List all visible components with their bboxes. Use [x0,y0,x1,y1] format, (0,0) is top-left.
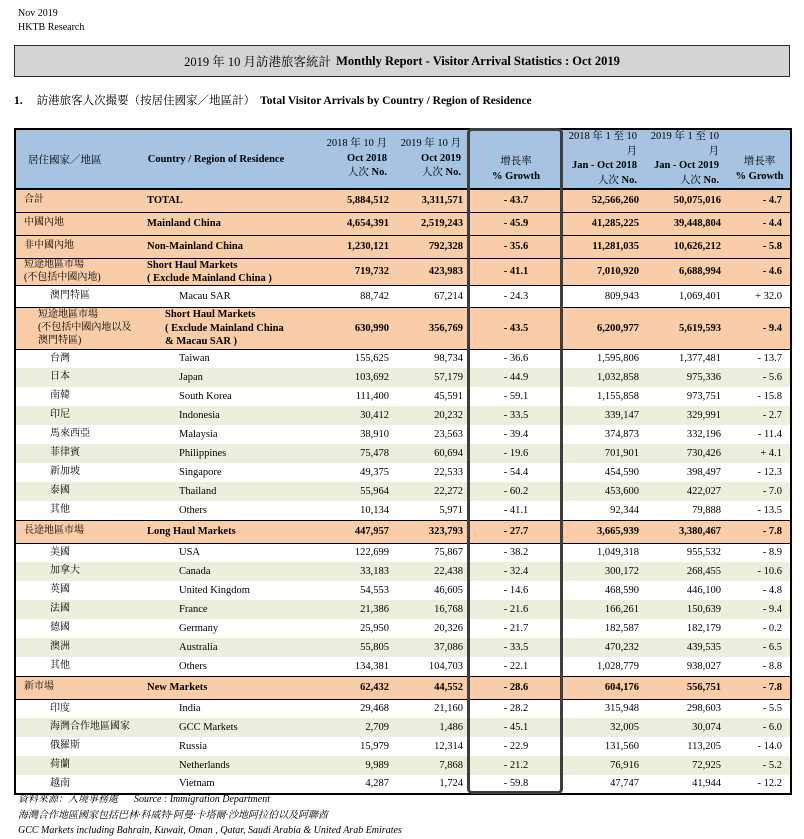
table-row [15,212,791,235]
col-header-jan-oct-2019: 2019 年 1 至 10 月 Jan - Oct 2019 人次 No. [647,129,729,189]
visitor-arrivals-table [14,128,792,795]
growth-oct-value: - 22.9 [471,737,561,756]
oct-2018-value: 33,183 [291,562,397,581]
oct-2019-value: 792,328 [397,235,471,258]
region-en: USA [141,543,291,562]
oct-2019-value: 22,438 [397,562,471,581]
oct-2019-value: 1,486 [397,718,471,737]
growth-oct-value: - 28.6 [471,676,561,699]
growth-oct-value: - 21.7 [471,619,561,638]
growth-ytd-value: + 32.0 [729,286,791,308]
visitor-arrivals-table-wrap [14,128,790,795]
growth-ytd-value: - 13.5 [729,501,791,520]
growth-oct-value: - 36.6 [471,349,561,368]
region-en: Malaysia [141,425,291,444]
region-zh: 日本 [15,368,141,387]
region-en: Short Haul Markets ( Exclude Mainland China & Macau SAR ) [141,308,291,349]
oct-2019-value: 20,326 [397,619,471,638]
region-zh: 菲律賓 [15,444,141,463]
region-zh: 新加坡 [15,463,141,482]
oct-2019-value: 21,160 [397,699,471,718]
growth-oct-value: - 41.1 [471,501,561,520]
jan-oct-2018-value: 47,747 [561,775,647,794]
region-zh: 短途地區市場 (不包括中國內地) [15,258,141,286]
oct-2018-value: 62,432 [291,676,397,699]
region-en: Short Haul Markets ( Exclude Mainland China ) [141,258,291,286]
region-en: Russia [141,737,291,756]
oct-2019-value: 75,867 [397,543,471,562]
oct-2018-value: 29,468 [291,699,397,718]
jan-oct-2018-value: 809,943 [561,286,647,308]
growth-ytd-value: + 4.1 [729,444,791,463]
oct-2018-value: 25,950 [291,619,397,638]
jan-oct-2019-value: 72,925 [647,756,729,775]
jan-oct-2018-value: 339,147 [561,406,647,425]
region-zh: 海灣合作地區國家 [15,718,141,737]
region-zh: 印度 [15,699,141,718]
table-row [15,258,791,286]
region-zh: 荷蘭 [15,756,141,775]
oct-2018-value: 122,699 [291,543,397,562]
region-en: Macau SAR [141,286,291,308]
growth-oct-value: - 19.6 [471,444,561,463]
region-en: Japan [141,368,291,387]
jan-oct-2018-value: 76,916 [561,756,647,775]
region-zh: 長途地區市場 [15,520,141,543]
oct-2019-value: 1,724 [397,775,471,794]
growth-ytd-value: - 8.8 [729,657,791,676]
growth-ytd-value: - 7.0 [729,482,791,501]
table-row [15,387,791,406]
region-zh: 法國 [15,600,141,619]
table-row [15,676,791,699]
jan-oct-2018-value: 166,261 [561,600,647,619]
region-en: Others [141,657,291,676]
oct-2019-value: 5,971 [397,501,471,520]
table-row [15,699,791,718]
growth-oct-value: - 14.6 [471,581,561,600]
footnotes [18,792,402,839]
report-date: Nov 2019 [18,8,58,19]
growth-oct-value: - 43.5 [471,308,561,349]
region-zh: 加拿大 [15,562,141,581]
table-row [15,463,791,482]
oct-2018-value: 15,979 [291,737,397,756]
jan-oct-2019-value: 975,336 [647,368,729,387]
jan-oct-2019-value: 332,196 [647,425,729,444]
growth-ytd-value: - 12.3 [729,463,791,482]
growth-oct-value: - 43.7 [471,189,561,212]
growth-ytd-value: - 14.0 [729,737,791,756]
jan-oct-2019-value: 6,688,994 [647,258,729,286]
region-zh: 合計 [15,189,141,212]
jan-oct-2019-value: 938,027 [647,657,729,676]
section-title-en: Total Visitor Arrivals by Country / Region of Residence [260,95,532,107]
oct-2019-value: 7,868 [397,756,471,775]
table-body [15,189,791,794]
oct-2018-value: 134,381 [291,657,397,676]
oct-2019-value: 2,519,243 [397,212,471,235]
table-row [15,308,791,349]
jan-oct-2019-value: 439,535 [647,638,729,657]
table-row [15,406,791,425]
oct-2018-value: 155,625 [291,349,397,368]
col-header-region-en: Country / Region of Residence [141,129,291,189]
jan-oct-2019-value: 30,074 [647,718,729,737]
jan-oct-2019-value: 79,888 [647,501,729,520]
oct-2019-value: 356,769 [397,308,471,349]
region-zh: 中國內地 [15,212,141,235]
jan-oct-2018-value: 453,600 [561,482,647,501]
jan-oct-2019-value: 955,532 [647,543,729,562]
growth-oct-value: - 33.5 [471,638,561,657]
growth-ytd-value: - 5.6 [729,368,791,387]
col-header-oct-2019: 2019 年 10 月 Oct 2019 人次 No. [397,129,471,189]
report-title-banner [14,45,790,77]
growth-oct-value: - 33.5 [471,406,561,425]
footnote-gcc-en: GCC Markets including Bahrain, Kuwait, Oman , Qatar, Saudi Arabia & United Arab Emirates [18,825,402,836]
region-en: Long Haul Markets [141,520,291,543]
region-zh: 泰國 [15,482,141,501]
jan-oct-2019-value: 41,944 [647,775,729,794]
oct-2018-value: 10,134 [291,501,397,520]
jan-oct-2019-value: 556,751 [647,676,729,699]
section-number: 1. [14,95,23,107]
region-en: South Korea [141,387,291,406]
growth-oct-value: - 41.1 [471,258,561,286]
col-header-oct-2018: 2018 年 10 月 Oct 2018 人次 No. [291,129,397,189]
region-zh: 俄羅斯 [15,737,141,756]
region-en: GCC Markets [141,718,291,737]
col-header-jan-oct-2018: 2018 年 1 至 10 月 Jan - Oct 2018 人次 No. [561,129,647,189]
region-zh: 澳門特區 [15,286,141,308]
table-row [15,501,791,520]
growth-ytd-value: - 13.7 [729,349,791,368]
oct-2018-value: 49,375 [291,463,397,482]
oct-2018-value: 5,884,512 [291,189,397,212]
jan-oct-2018-value: 315,948 [561,699,647,718]
jan-oct-2019-value: 39,448,804 [647,212,729,235]
growth-ytd-value: - 5.2 [729,756,791,775]
growth-ytd-value: - 7.8 [729,676,791,699]
jan-oct-2018-value: 701,901 [561,444,647,463]
region-zh: 新市場 [15,676,141,699]
jan-oct-2019-value: 10,626,212 [647,235,729,258]
col-header-growth-oct: 增長率 % Growth [471,129,561,189]
growth-oct-value: - 24.3 [471,286,561,308]
jan-oct-2018-value: 41,285,225 [561,212,647,235]
table-row [15,425,791,444]
jan-oct-2018-value: 468,590 [561,581,647,600]
oct-2019-value: 60,694 [397,444,471,463]
section-heading [14,92,532,108]
section-title-zh: 訪港旅客人次撮要（按居住國家／地區計） [36,95,256,107]
banner-title-zh: 2019 年 10 月訪港旅客統計 [184,55,332,69]
table-row [15,349,791,368]
jan-oct-2018-value: 32,005 [561,718,647,737]
oct-2019-value: 104,703 [397,657,471,676]
jan-oct-2018-value: 6,200,977 [561,308,647,349]
jan-oct-2018-value: 1,028,779 [561,657,647,676]
jan-oct-2018-value: 1,049,318 [561,543,647,562]
oct-2019-value: 44,552 [397,676,471,699]
oct-2019-value: 98,734 [397,349,471,368]
table-row [15,235,791,258]
jan-oct-2018-value: 11,281,035 [561,235,647,258]
growth-ytd-value: - 4.4 [729,212,791,235]
oct-2019-value: 3,311,571 [397,189,471,212]
jan-oct-2019-value: 3,380,467 [647,520,729,543]
growth-oct-value: - 38.2 [471,543,561,562]
jan-oct-2019-value: 150,639 [647,600,729,619]
oct-2019-value: 16,768 [397,600,471,619]
oct-2018-value: 2,709 [291,718,397,737]
jan-oct-2018-value: 1,032,858 [561,368,647,387]
jan-oct-2019-value: 730,426 [647,444,729,463]
growth-oct-value: - 45.9 [471,212,561,235]
report-corner-info [18,7,84,35]
jan-oct-2018-value: 92,344 [561,501,647,520]
oct-2018-value: 719,732 [291,258,397,286]
jan-oct-2018-value: 7,010,920 [561,258,647,286]
region-en: TOTAL [141,189,291,212]
table-header [15,129,791,189]
region-en: Germany [141,619,291,638]
growth-ytd-value: - 7.8 [729,520,791,543]
jan-oct-2019-value: 1,069,401 [647,286,729,308]
region-en: Canada [141,562,291,581]
table-row [15,737,791,756]
region-zh: 美國 [15,543,141,562]
growth-oct-value: - 35.6 [471,235,561,258]
growth-oct-value: - 21.6 [471,600,561,619]
growth-ytd-value: - 4.8 [729,581,791,600]
oct-2019-value: 67,214 [397,286,471,308]
growth-oct-value: - 59.1 [471,387,561,406]
oct-2019-value: 23,563 [397,425,471,444]
table-row [15,368,791,387]
region-en: Thailand [141,482,291,501]
banner-title-en: Monthly Report - Visitor Arrival Statistics : Oct 2019 [336,53,620,68]
oct-2018-value: 88,742 [291,286,397,308]
region-zh: 台灣 [15,349,141,368]
growth-oct-value: - 39.4 [471,425,561,444]
jan-oct-2018-value: 374,873 [561,425,647,444]
jan-oct-2018-value: 454,590 [561,463,647,482]
growth-oct-value: - 32.4 [471,562,561,581]
oct-2018-value: 630,990 [291,308,397,349]
region-en: United Kingdom [141,581,291,600]
growth-oct-value: - 60.2 [471,482,561,501]
region-en: Others [141,501,291,520]
jan-oct-2018-value: 1,595,806 [561,349,647,368]
jan-oct-2019-value: 268,455 [647,562,729,581]
region-en: Non-Mainland China [141,235,291,258]
region-en: Netherlands [141,756,291,775]
region-en: Philippines [141,444,291,463]
growth-ytd-value: - 6.0 [729,718,791,737]
oct-2018-value: 55,805 [291,638,397,657]
growth-oct-value: - 27.7 [471,520,561,543]
oct-2019-value: 57,179 [397,368,471,387]
jan-oct-2018-value: 131,560 [561,737,647,756]
growth-oct-value: - 21.2 [471,756,561,775]
oct-2018-value: 103,692 [291,368,397,387]
region-en: France [141,600,291,619]
growth-oct-value: - 54.4 [471,463,561,482]
report-org: HKTB Research [18,22,85,33]
table-row [15,562,791,581]
oct-2018-value: 1,230,121 [291,235,397,258]
growth-ytd-value: - 4.7 [729,189,791,212]
region-zh: 德國 [15,619,141,638]
growth-ytd-value: - 10.6 [729,562,791,581]
jan-oct-2019-value: 422,027 [647,482,729,501]
region-zh: 澳洲 [15,638,141,657]
oct-2019-value: 12,314 [397,737,471,756]
growth-ytd-value: - 4.6 [729,258,791,286]
growth-ytd-value: - 5.8 [729,235,791,258]
jan-oct-2018-value: 604,176 [561,676,647,699]
table-row [15,520,791,543]
jan-oct-2019-value: 5,619,593 [647,308,729,349]
oct-2018-value: 75,478 [291,444,397,463]
oct-2019-value: 423,983 [397,258,471,286]
growth-ytd-value: - 11.4 [729,425,791,444]
oct-2018-value: 4,654,391 [291,212,397,235]
col-header-growth-ytd: 增長率 % Growth [729,129,791,189]
jan-oct-2018-value: 470,232 [561,638,647,657]
jan-oct-2018-value: 182,587 [561,619,647,638]
table-row [15,543,791,562]
jan-oct-2019-value: 182,179 [647,619,729,638]
oct-2018-value: 111,400 [291,387,397,406]
growth-oct-value: - 45.1 [471,718,561,737]
growth-ytd-value: - 0.2 [729,619,791,638]
region-zh: 馬來西亞 [15,425,141,444]
growth-ytd-value: - 5.5 [729,699,791,718]
table-row [15,756,791,775]
jan-oct-2019-value: 329,991 [647,406,729,425]
oct-2018-value: 38,910 [291,425,397,444]
jan-oct-2019-value: 973,751 [647,387,729,406]
region-en: Singapore [141,463,291,482]
oct-2018-value: 447,957 [291,520,397,543]
region-en: Mainland China [141,212,291,235]
col-header-region-zh: 居住國家／地區 [15,129,141,189]
growth-oct-value: - 22.1 [471,657,561,676]
region-zh: 南韓 [15,387,141,406]
growth-oct-value: - 44.9 [471,368,561,387]
region-zh: 短途地區市場 (不包括中國內地以及 澳門特區) [15,308,141,349]
growth-ytd-value: - 9.4 [729,308,791,349]
table-row [15,718,791,737]
region-zh: 越南 [15,775,141,794]
growth-ytd-value: - 6.5 [729,638,791,657]
oct-2019-value: 323,793 [397,520,471,543]
jan-oct-2019-value: 298,603 [647,699,729,718]
region-en: Vietnam [141,775,291,794]
growth-ytd-value: - 8.9 [729,543,791,562]
table-row [15,482,791,501]
region-zh: 印尼 [15,406,141,425]
oct-2019-value: 22,272 [397,482,471,501]
region-zh: 其他 [15,501,141,520]
region-en: Indonesia [141,406,291,425]
footnote-source: 資料來源：入境事務處 Source : Immigration Department [18,794,270,805]
region-en: New Markets [141,676,291,699]
oct-2019-value: 45,591 [397,387,471,406]
region-zh: 非中國內地 [15,235,141,258]
oct-2019-value: 37,086 [397,638,471,657]
region-zh: 英國 [15,581,141,600]
jan-oct-2018-value: 3,665,939 [561,520,647,543]
table-row [15,657,791,676]
region-en: India [141,699,291,718]
table-row [15,189,791,212]
jan-oct-2018-value: 52,566,260 [561,189,647,212]
growth-oct-value: - 59.8 [471,775,561,794]
region-en: Australia [141,638,291,657]
oct-2018-value: 30,412 [291,406,397,425]
table-row [15,581,791,600]
oct-2018-value: 21,386 [291,600,397,619]
oct-2018-value: 9,989 [291,756,397,775]
jan-oct-2018-value: 300,172 [561,562,647,581]
table-row [15,638,791,657]
jan-oct-2019-value: 113,205 [647,737,729,756]
table-row [15,286,791,308]
growth-ytd-value: - 15.8 [729,387,791,406]
growth-ytd-value: - 12.2 [729,775,791,794]
oct-2019-value: 20,232 [397,406,471,425]
jan-oct-2019-value: 398,497 [647,463,729,482]
growth-ytd-value: - 2.7 [729,406,791,425]
jan-oct-2019-value: 446,100 [647,581,729,600]
table-row [15,619,791,638]
oct-2018-value: 4,287 [291,775,397,794]
jan-oct-2019-value: 1,377,481 [647,349,729,368]
oct-2019-value: 22,533 [397,463,471,482]
jan-oct-2019-value: 50,075,016 [647,189,729,212]
growth-oct-value: - 28.2 [471,699,561,718]
region-en: Taiwan [141,349,291,368]
oct-2018-value: 55,964 [291,482,397,501]
jan-oct-2018-value: 1,155,858 [561,387,647,406]
growth-ytd-value: - 9.4 [729,600,791,619]
table-row [15,600,791,619]
table-row [15,444,791,463]
footnote-gcc-zh: 海灣合作地區國家包括巴林·科威特·阿曼·卡塔爾·沙地阿拉伯以及阿聯酋 [18,809,328,821]
oct-2018-value: 54,553 [291,581,397,600]
region-zh: 其他 [15,657,141,676]
oct-2019-value: 46,605 [397,581,471,600]
